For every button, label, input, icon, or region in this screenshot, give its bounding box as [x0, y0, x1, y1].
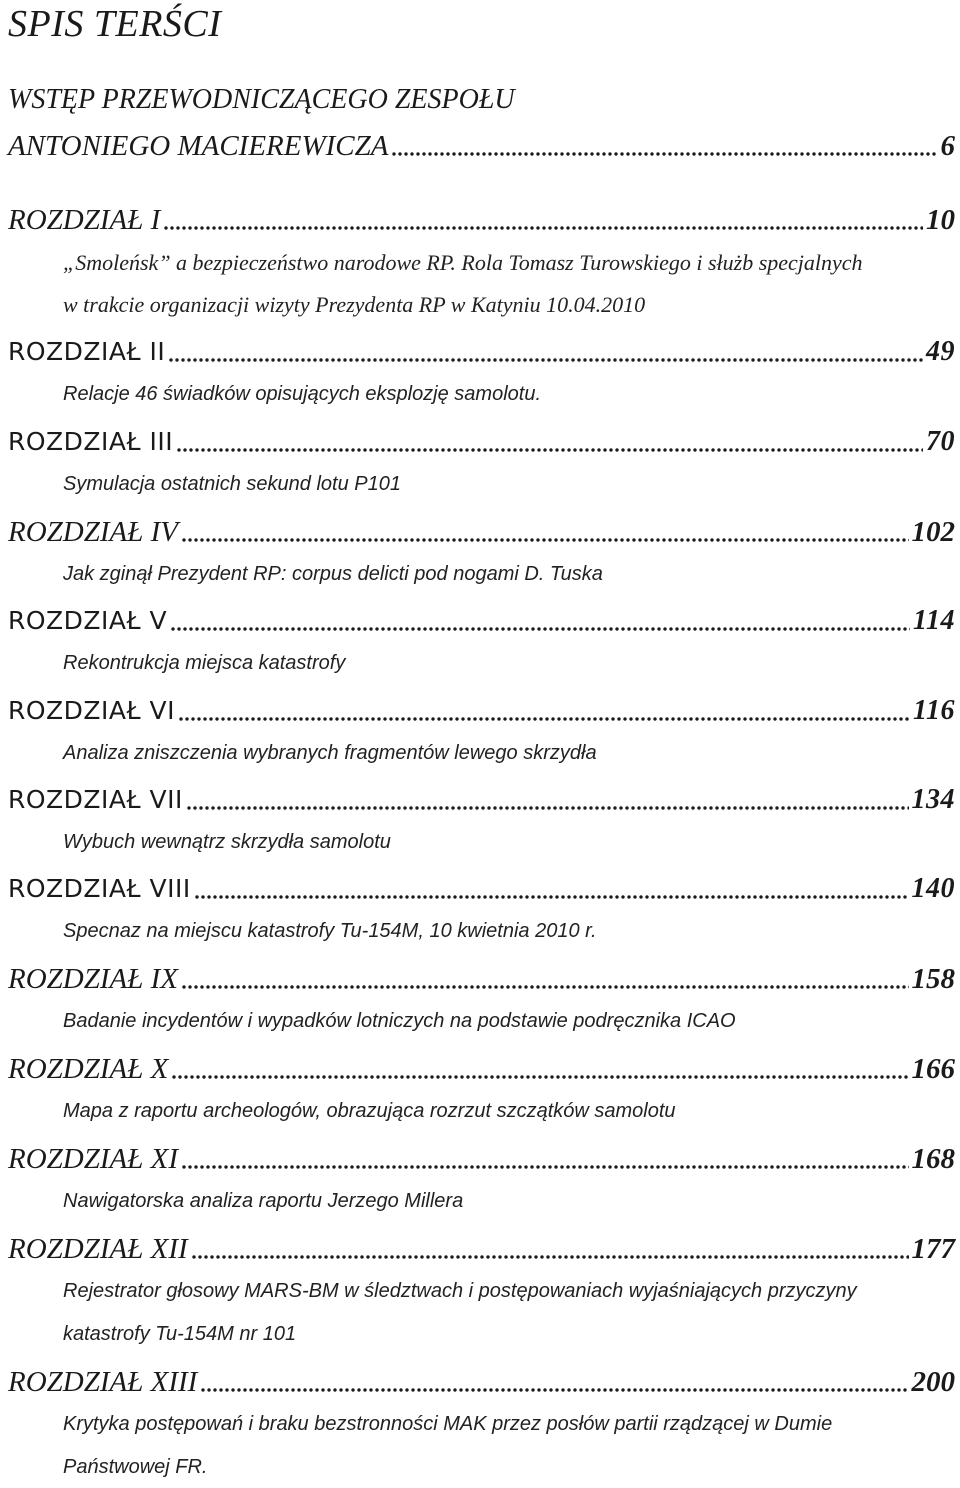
dot-leader	[171, 1074, 908, 1080]
intro-entry[interactable]	[8, 126, 955, 166]
chapter-description: Nawigatorska analiza raportu Jerzego Millera	[63, 1190, 464, 1212]
chapter-description: katastrofy Tu-154M nr 101	[63, 1323, 297, 1345]
chapter-page-number: 168	[911, 1143, 955, 1175]
dot-leader	[168, 357, 923, 363]
chapter-page-number: 116	[913, 695, 955, 726]
chapter-entry-5[interactable]	[8, 601, 955, 686]
chapter-description: Rejestrator głosowy MARS-BM w śledztwach i postępowaniach wyjaśniających przyczyny	[63, 1280, 857, 1302]
dot-leader	[181, 1164, 909, 1170]
chapter-page-number: 134	[911, 784, 955, 815]
chapter-title: ROZDZIAŁ VI	[8, 696, 175, 725]
dot-leader	[178, 716, 910, 722]
chapter-title: ROZDZIAŁ I	[8, 204, 161, 236]
chapter-page-number: 140	[911, 873, 955, 904]
chapter-description: Wybuch wewnątrz skrzydła samolotu	[63, 831, 391, 853]
chapter-page-number: 70	[926, 426, 955, 457]
chapter-title: ROZDZIAŁ X	[8, 1053, 169, 1085]
dot-leader	[181, 984, 909, 990]
chapter-page-number: 10	[926, 204, 955, 236]
chapter-page-number: 166	[911, 1053, 955, 1085]
chapter-description: Mapa z raportu archeologów, obrazująca rozrzut szczątków samolotu	[63, 1100, 676, 1122]
chapter-title: ROZDZIAŁ XIII	[8, 1366, 198, 1398]
chapter-entry-12[interactable]	[8, 1229, 955, 1354]
chapter-title: ROZDZIAŁ IV	[8, 516, 178, 548]
chapter-entry-2[interactable]	[8, 332, 955, 417]
chapter-description: Jak zginął Prezydent RP: corpus delicti pod nogami D. Tuska	[63, 563, 603, 585]
chapter-title: ROZDZIAŁ IX	[8, 963, 178, 995]
chapter-entry-4[interactable]	[8, 512, 955, 597]
intro-line-2: ANTONIEGO MACIEREWICZA	[8, 130, 389, 162]
chapter-description: Krytyka postępowań i braku bezstronności MAK przez posłów partii rządzącej w Dumie	[63, 1413, 833, 1435]
chapter-page-number: 102	[911, 516, 955, 548]
dot-leader	[391, 151, 937, 157]
chapter-title: ROZDZIAŁ V	[8, 606, 168, 635]
chapter-title: ROZDZIAŁ VIII	[8, 874, 191, 903]
chapter-description: „Smoleńsk” a bezpieczeństwo narodowe RP. Rola Tomasz Turowskiego i służb specjalnych	[63, 250, 863, 275]
dot-leader	[181, 537, 909, 543]
chapter-title: ROZDZIAŁ VII	[8, 785, 183, 814]
chapter-title: ROZDZIAŁ XI	[8, 1143, 178, 1175]
chapter-title: ROZDZIAŁ III	[8, 427, 174, 456]
chapter-description: Państwowej FR.	[63, 1456, 208, 1478]
chapter-page-number: 158	[911, 963, 955, 995]
chapter-description: Specnaz na miejscu katastrofy Tu-154M, 10 kwietnia 2010 r.	[63, 920, 597, 942]
chapter-page-number: 114	[913, 605, 955, 636]
chapter-description: Rekontrukcja miejsca katastrofy	[63, 652, 346, 674]
chapter-description: Badanie incydentów i wypadków lotniczych na podstawie podręcznika ICAO	[63, 1010, 736, 1032]
chapter-entry-1[interactable]	[8, 200, 955, 325]
chapter-entry-8[interactable]	[8, 869, 955, 954]
chapter-page-number: 49	[926, 336, 955, 367]
chapter-description: Analiza zniszczenia wybranych fragmentów lewego skrzydła	[63, 742, 597, 764]
chapter-entry-10[interactable]	[8, 1049, 955, 1134]
page-title: SPIS TERŚCI	[8, 3, 222, 45]
chapter-description: w trakcie organizacji wizyty Prezydenta RP w Katyniu 10.04.2010	[63, 292, 646, 317]
dot-leader	[163, 225, 923, 231]
chapter-entry-3[interactable]	[8, 422, 955, 507]
chapter-entry-13[interactable]	[8, 1362, 955, 1487]
chapter-entry-7[interactable]	[8, 780, 955, 865]
chapter-description: Relacje 46 świadków opisujących eksplozję samolotu.	[63, 383, 542, 405]
chapter-title: ROZDZIAŁ II	[8, 337, 166, 366]
chapter-entry-9[interactable]	[8, 959, 955, 1044]
chapter-entry-11[interactable]	[8, 1139, 955, 1224]
intro-line-1: WSTĘP PRZEWODNICZĄCEGO ZESPOŁU	[8, 84, 515, 115]
chapter-entry-6[interactable]	[8, 691, 955, 776]
chapter-page-number: 200	[911, 1366, 955, 1398]
dot-leader	[191, 1254, 909, 1260]
dot-leader	[186, 805, 909, 811]
dot-leader	[194, 894, 909, 900]
intro-page-number: 6	[940, 130, 955, 162]
chapter-page-number: 177	[911, 1233, 955, 1265]
dot-leader	[200, 1387, 908, 1393]
dot-leader	[176, 447, 923, 453]
chapter-title: ROZDZIAŁ XII	[8, 1233, 188, 1265]
chapter-description: Symulacja ostatnich sekund lotu P101	[63, 473, 401, 495]
dot-leader	[170, 626, 910, 632]
